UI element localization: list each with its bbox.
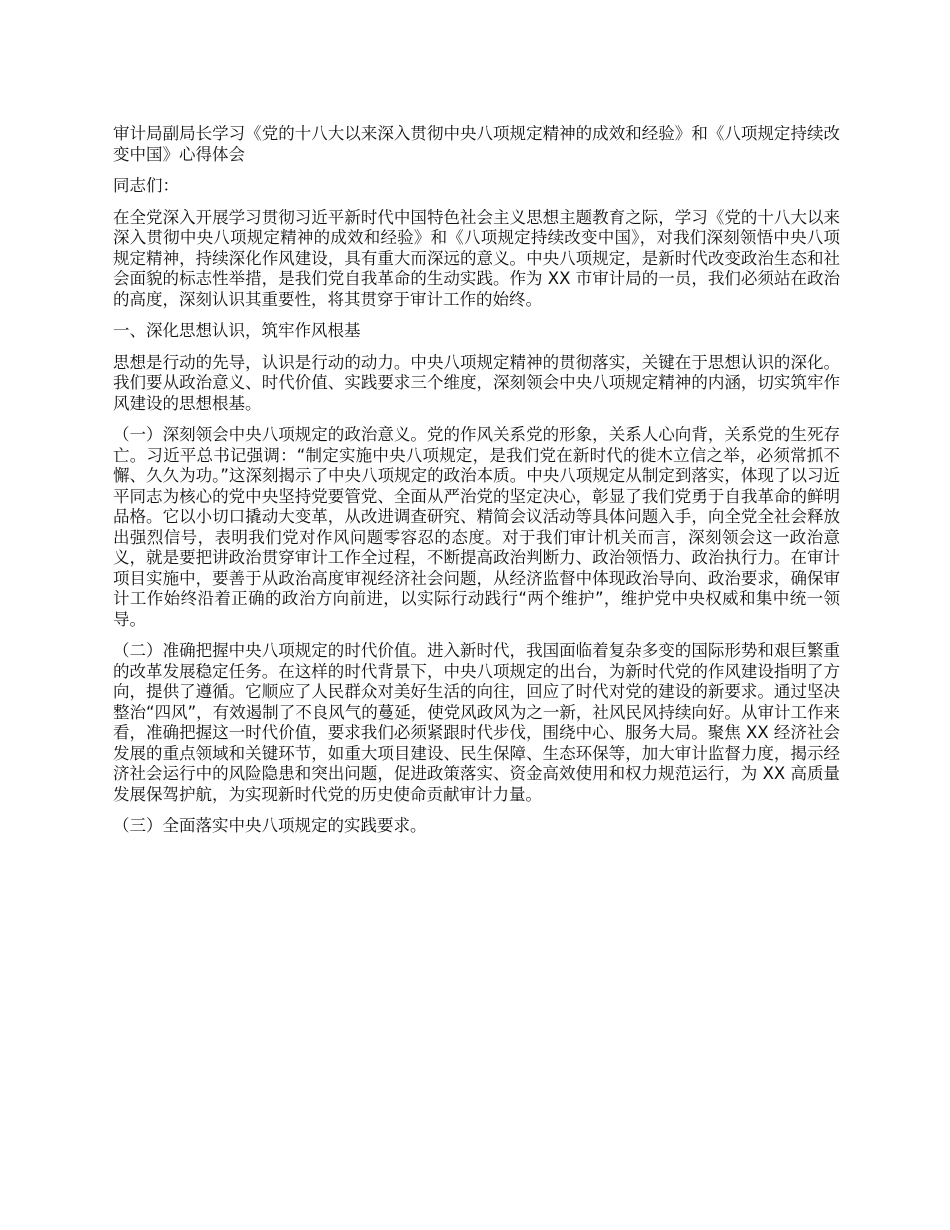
paragraph-subsection-3: （三）全面落实中央八项规定的实践要求。 (113, 816, 427, 835)
document-title: 审计局副局长学习《党的十八大以来深入贯彻中央八项规定精神的成效和经验》和《八项规定持续改变中国》心得体会 (113, 124, 840, 164)
paragraph-subsection-2: （二）准确把握中央八项规定的时代价值。进入新时代，我国面临着复杂多变的国际形势和艰巨繁重的改革发展稳定任务。在这样的时代背景下，中央八项规定的出台，为新时代党的作风建设指明了方向，提供了遵循。它顺应了人民群众对美好生活的向往，回应了时代对党的建设的新要求。通过坚决整治“四风”，有效遏制了不良风气的蔓延，使党风政风为之一新，社风民风持续向好。从审计工作来看，准确把握这一时代价值，要求我们必须紧跟时代步伐，围绕中心、服务大局。聚焦 XX 经济社会发展的重点领域和关键环节，如重大项目建设、民生保障、生态环保等，加大审计监督力度，揭示经济社会运行中的风险隐患和突出问题，促进政策落实、资金高效使用和权力规范运行，为 XX 高质量发展保驾护航，为实现新时代党的历史使命贡献审计力量。 (113, 641, 840, 804)
paragraph-section-1: 思想是行动的先导，认识是行动的动力。中央八项规定精神的贯彻落实，关键在于思想认识的深化。我们要从政治意义、时代价值、实践要求三个维度，深刻领会中央八项规定精神的内涵，切实筑牢作风建设的思想根基。 (113, 352, 840, 413)
paragraph-intro: 在全党深入开展学习贯彻习近平新时代中国特色社会主义思想主题教育之际，学习《党的十八大以来深入贯彻中央八项规定精神的成效和经验》和《八项规定持续改变中国》，对我们深刻领悟中央八项规定精神，持续深化作风建设，具有重大而深远的意义。中央八项规定，是新时代改变政治生态和社会面貌的标志性举措，是我们党自我革命的生动实践。作为 XX 市审计局的一员，我们必须站在政治的高度，深刻认识其重要性，将其贯穿于审计工作的始终。 (113, 207, 840, 309)
paragraph-subsection-1: （一）深刻领会中央八项规定的政治意义。党的作风关系党的形象，关系人心向背，关系党的生死存亡。习近平总书记强调：“制定实施中央八项规定，是我们党在新时代的徙木立信之举，必须常抓不懈、久久为功。”这深刻揭示了中央八项规定的政治本质。中央八项规定从制定到落实，体现了以习近平同志为核心的党中央坚持党要管党、全面从严治党的坚定决心，彰显了我们党勇于自我革命的鲜明品格。它以小切口撬动大变革，从改进调查研究、精简会议活动等具体问题入手，向全党全社会释放出强烈信号，表明我们党对作风问题零容忍的态度。对于我们审计机关而言，深刻领会这一政治意义，就是要把讲政治贯穿审计工作全过程，不断提高政治判断力、政治领悟力、政治执行力。在审计项目实施中，要善于从政治高度审视经济社会问题，从经济监督中体现政治导向、政治要求，确保审计工作始终沿着正确的政治方向前进，以实际行动践行“两个维护”，维护党中央权威和集中统一领导。 (113, 425, 840, 629)
document-body (113, 124, 840, 848)
salutation: 同志们： (113, 176, 179, 195)
section-heading-1: 一、深化思想认识，筑牢作风根基 (113, 321, 361, 340)
